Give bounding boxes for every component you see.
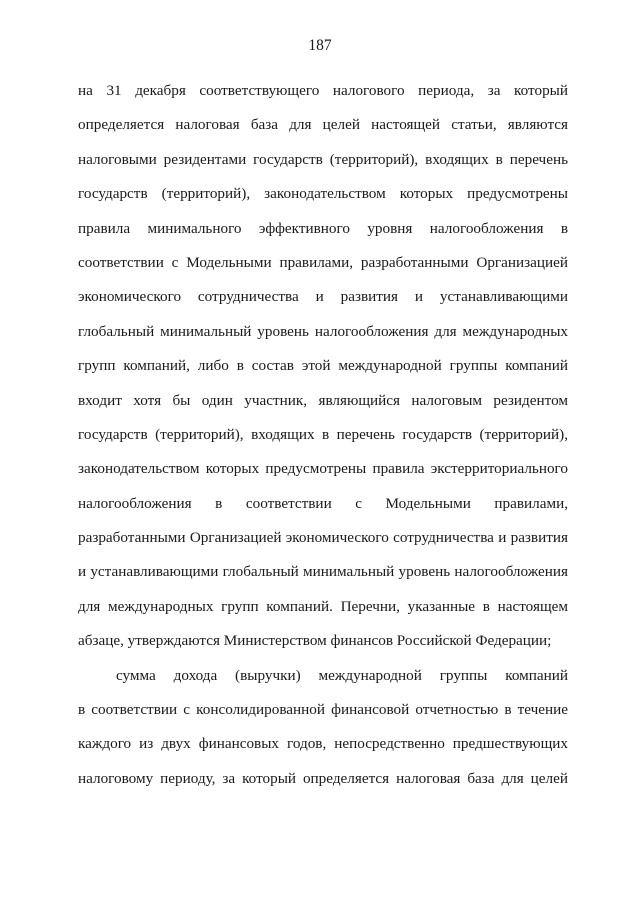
text-line: разработанными Организацией экономического сотрудничества и развития xyxy=(78,529,568,547)
text-line: групп компаний, либо в состав этой международной группы компаний xyxy=(78,357,568,375)
text-line: абзаце, утверждаются Министерством финансов Российской Федерации; xyxy=(78,632,552,650)
text-line: каждого из двух финансовых годов, непосредственно предшествующих xyxy=(78,735,568,753)
text-line: для международных групп компаний. Перечни, указанные в настоящем xyxy=(78,597,568,615)
text-line: государств (территорий), входящих в перечень государств (территорий), xyxy=(78,425,568,443)
text-line: сумма дохода (выручки) международной группы компаний xyxy=(116,666,568,684)
text-line: экономического сотрудничества и развития и устанавливающими xyxy=(78,288,568,306)
text-line: соответствии с Модельными правилами, разработанными Организацией xyxy=(78,253,568,271)
text-line: налоговыми резидентами государств (территорий), входящих в перечень xyxy=(78,150,568,168)
text-line: правила минимального эффективного уровня налогообложения в xyxy=(78,219,568,237)
text-line: входит хотя бы один участник, являющийся налоговым резидентом xyxy=(78,391,568,409)
text-line: законодательством которых предусмотрены правила экстерриториального xyxy=(78,460,568,478)
page-number: 187 xyxy=(308,37,332,54)
text-line: определяется налоговая база для целей настоящей статьи, являются xyxy=(78,116,568,134)
text-line: налоговому периоду, за который определяется налоговая база для целей xyxy=(78,769,568,787)
text-line: и устанавливающими глобальный минимальный уровень налогообложения xyxy=(78,563,568,581)
document-body xyxy=(78,74,568,796)
text-line: налогообложения в соответствии с Модельными правилами, xyxy=(78,494,568,512)
text-line: глобальный минимальный уровень налогообложения для международных xyxy=(78,322,568,340)
paragraph-2 xyxy=(78,659,568,797)
text-line: в соответствии с консолидированной финансовой отчетностью в течение xyxy=(78,701,568,719)
text-line: государств (территорий), законодательством которых предусмотрены xyxy=(78,185,568,203)
text-line: на 31 декабря соответствующего налогового периода, за который xyxy=(78,82,568,99)
paragraph-1 xyxy=(78,74,568,659)
